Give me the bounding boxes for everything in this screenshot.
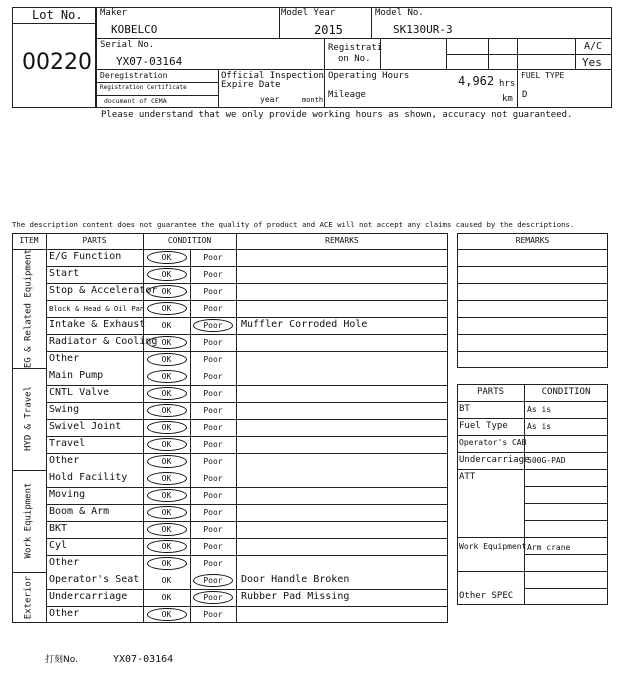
ok-option: OK <box>161 253 172 262</box>
selected-condition-circle <box>147 387 187 400</box>
right-part-label: Other SPEC <box>459 591 514 601</box>
header-condition: CONDITION <box>167 236 212 245</box>
part-label: Other <box>49 455 80 466</box>
ok-option: OK <box>161 525 172 534</box>
selected-condition-circle <box>147 404 187 417</box>
group-label: Work Equipment <box>23 482 34 559</box>
part-label: Boom & Arm <box>49 506 110 517</box>
right-part-label: Work Equipment <box>459 542 527 551</box>
part-label: Swing <box>49 404 80 415</box>
part-label: Intake & Exhaust <box>49 319 146 330</box>
part-label: Main Pump <box>49 370 104 381</box>
inspection-label-2: Expire Date <box>221 80 281 90</box>
operating-hours-label: Operating Hours <box>328 71 410 81</box>
part-label: Start <box>49 268 80 279</box>
right-remarks-header: REMARKS <box>515 236 550 245</box>
dereg-cert: Registration Certificate <box>100 84 187 91</box>
maker-label: Maker <box>100 8 128 18</box>
part-label: Cyl <box>49 540 68 551</box>
right-condition-header: CONDITION <box>541 387 591 397</box>
header-item: ITEM <box>19 236 39 245</box>
right-part-label: Operator's CAB <box>459 438 527 447</box>
model-no-label: Model No. <box>375 8 424 18</box>
ok-option: OK <box>161 338 172 347</box>
right-part-label: Undercarriage <box>459 455 530 465</box>
selected-condition-circle <box>147 353 187 366</box>
ok-option: OK <box>161 559 172 568</box>
poor-option: Poor <box>203 610 223 619</box>
dereg-label: Deregistration <box>100 71 168 80</box>
ac-label: A/C <box>584 41 603 52</box>
header-parts: PARTS <box>82 236 107 245</box>
serial-label: Serial No. <box>100 40 155 50</box>
lot-number: 00220 <box>22 50 92 75</box>
ok-option: OK <box>161 542 172 551</box>
part-label: Moving <box>49 489 86 500</box>
registration-label: Registrati <box>328 43 383 53</box>
group-label: HYD & Travel <box>23 385 34 452</box>
lot-label: Lot No. <box>32 8 83 22</box>
description-notice: The description content does not guarantee the quality of product and ACE will not accept any claims caused by the descriptions. <box>12 220 575 229</box>
poor-option: Poor <box>203 559 223 568</box>
remark-text: Door Handle Broken <box>241 574 350 585</box>
ac-value: Yes <box>582 56 602 69</box>
selected-condition-circle <box>147 438 187 451</box>
registration-label-2: on No. <box>338 54 371 64</box>
part-label: E/G Function <box>49 251 122 262</box>
ok-option: OK <box>161 389 172 398</box>
poor-option: Poor <box>203 372 223 381</box>
selected-condition-circle <box>147 370 187 383</box>
part-label: Travel <box>49 438 86 449</box>
selected-condition-circle <box>147 472 187 485</box>
hours-notice: Please understand that we only provide working hours as shown, accuracy not guaranteed. <box>101 110 573 120</box>
poor-option: Poor <box>203 474 223 483</box>
right-condition-value: As is <box>527 405 552 414</box>
selected-condition-circle <box>147 540 187 553</box>
ok-option: OK <box>161 576 172 585</box>
part-label: Radiator & Cooling <box>49 336 158 347</box>
poor-option: Poor <box>203 253 223 262</box>
poor-option: Poor <box>203 423 223 432</box>
selected-condition-circle <box>147 302 187 315</box>
right-part-label: BT <box>459 404 470 414</box>
ok-option: OK <box>161 508 172 517</box>
poor-option: Poor <box>203 321 223 330</box>
ok-option: OK <box>161 406 172 415</box>
part-label: Hold Facility <box>49 472 128 483</box>
mileage-label: Mileage <box>328 90 366 100</box>
poor-option: Poor <box>203 338 223 347</box>
km-label: km <box>502 94 513 104</box>
fuel-type-label: FUEL TYPE <box>521 71 565 80</box>
poor-option: Poor <box>203 304 223 313</box>
selected-condition-circle <box>147 455 187 468</box>
ok-option: OK <box>161 440 172 449</box>
selected-condition-circle <box>193 574 233 587</box>
group-label: Exterior <box>23 575 34 619</box>
ok-option: OK <box>161 372 172 381</box>
poor-option: Poor <box>203 525 223 534</box>
poor-option: Poor <box>203 491 223 500</box>
part-label: Other <box>49 557 80 568</box>
selected-condition-circle <box>147 285 187 298</box>
footer-serial: YX07-03164 <box>113 654 174 665</box>
selected-condition-circle <box>147 557 187 570</box>
remark-text: Rubber Pad Missing <box>241 591 350 602</box>
right-part-label: Fuel Type <box>459 421 508 431</box>
selected-condition-circle <box>147 523 187 536</box>
ok-option: OK <box>161 321 172 330</box>
ok-option: OK <box>161 287 172 296</box>
maker-value: KOBELCO <box>111 23 158 36</box>
model-year-label: Model Year <box>281 8 336 18</box>
ok-option: OK <box>161 491 172 500</box>
selected-condition-circle <box>147 489 187 502</box>
selected-condition-circle <box>193 591 233 604</box>
selected-condition-circle <box>147 421 187 434</box>
part-label: Other <box>49 353 80 364</box>
model-year-value: 2015 <box>314 23 343 37</box>
selected-condition-circle <box>193 319 233 332</box>
remark-text: Muffler Corroded Hole <box>241 319 368 330</box>
selected-condition-circle <box>147 268 187 281</box>
group-label: EG & Related Equipment <box>23 248 34 368</box>
selected-condition-circle <box>147 251 187 264</box>
poor-option: Poor <box>203 440 223 449</box>
ok-option: OK <box>161 270 172 279</box>
serial-value: YX07-03164 <box>116 55 183 68</box>
model-no-value: SK130UR-3 <box>393 23 453 36</box>
poor-option: Poor <box>203 542 223 551</box>
poor-option: Poor <box>203 406 223 415</box>
ok-option: OK <box>161 593 172 602</box>
part-label: Block & Head & Oil Pan <box>49 304 145 313</box>
part-label: Operator's Seat <box>49 574 140 585</box>
right-condition-value: 500G-PAD <box>527 456 566 465</box>
dereg-doc: document of CEMA <box>104 97 167 105</box>
part-label: Stop & Accelerator <box>49 285 158 296</box>
poor-option: Poor <box>203 593 223 602</box>
poor-option: Poor <box>203 576 223 585</box>
ok-option: OK <box>161 355 172 364</box>
selected-condition-circle <box>147 608 187 621</box>
header-remarks: REMARKS <box>325 236 359 245</box>
selected-condition-circle <box>147 336 187 349</box>
poor-option: Poor <box>203 457 223 466</box>
footer-label: 打刻No. <box>45 655 78 665</box>
month-label: month <box>302 96 324 104</box>
year-label: year <box>260 95 280 104</box>
ok-option: OK <box>161 457 172 466</box>
right-condition-value: As is <box>527 422 552 431</box>
ok-option: OK <box>161 423 172 432</box>
right-part-label: ATT <box>459 472 476 482</box>
part-label: Undercarriage <box>49 591 128 602</box>
part-label: Other <box>49 608 80 619</box>
poor-option: Poor <box>203 355 223 364</box>
hrs-label: hrs <box>499 79 516 89</box>
ok-option: OK <box>161 610 172 619</box>
ok-option: OK <box>161 474 172 483</box>
poor-option: Poor <box>203 287 223 296</box>
poor-option: Poor <box>203 389 223 398</box>
operating-hours-value: 4,962 <box>458 74 495 88</box>
part-label: CNTL Valve <box>49 387 110 398</box>
fuel-type-value: D <box>522 90 528 100</box>
right-parts-header: PARTS <box>476 387 505 397</box>
part-label: BKT <box>49 523 68 534</box>
poor-option: Poor <box>203 270 223 279</box>
selected-condition-circle <box>147 506 187 519</box>
part-label: Swivel Joint <box>49 421 122 432</box>
poor-option: Poor <box>203 508 223 517</box>
right-condition-value: Arm crane <box>527 543 571 552</box>
inspection-label: Official Inspection <box>221 71 324 81</box>
ok-option: OK <box>161 304 172 313</box>
